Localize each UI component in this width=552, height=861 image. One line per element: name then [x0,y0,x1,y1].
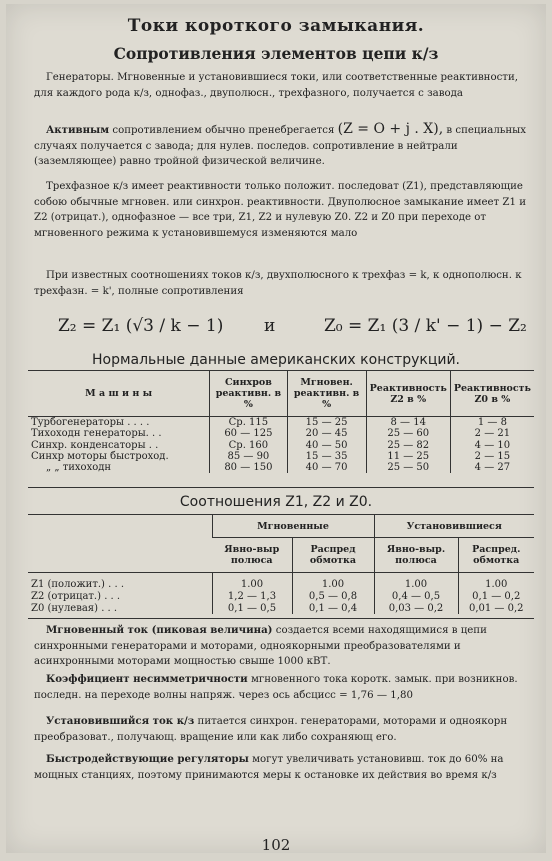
table-cell: Ср. 160 [210,440,287,451]
paragraph-text: питается синхрон. генераторами, моторами и одноякорн преобразоват., получающ. вращение или как либо сохраняющ его. [34,716,508,743]
paragraph-active-resistance [34,122,530,170]
paragraph-three-phase: Трехфазное к/з имеет реактивности только положит. последоват (Z1), представляющие собою обычные мгновен. или синхрон. реактивности. Двуполюсное замыкание имеет Z1 и Z2 (отрицат.), однофазное — все три, Z1, Z2 и нулевую Z0. Z2 и Z0 при переходе от мгновенного режима к установившемуся изменяются мало [34,181,526,239]
paragraph-text: сопротивлением обычно пренебрегается [112,125,335,136]
table-cell: 20 — 45 [287,428,366,439]
page-title: Токи короткого замыкания. [127,16,425,36]
equation-and: и [264,316,276,336]
table-cell: 0,1 — 0,2 [458,591,534,603]
table1-header: Синхров реактивн. в % [210,371,287,417]
table-z-ratios [28,515,534,614]
table-cell: 15 — 25 [287,417,366,429]
table-cell: 25 — 50 [366,462,450,473]
table-cell: Z2 (отрицат.) . . . [31,590,121,602]
table2-group-instant: Мгновенные [212,515,374,538]
table-cell: Z1 (положит.) . . . [31,579,124,590]
table2-subheader: Распред обмотка [292,538,374,573]
table-cell: 1.00 [458,573,534,591]
paragraph-generators: Генераторы. Мгновенные и установившиеся токи, или соответственные реактивности, для каждого рода к/з, однофаз., двуполюсн., трехфазного, получается с завода [34,72,518,99]
table-cell: Турбогенераторы . . . . [31,417,150,428]
table-cell: 0,1 — 0,4 [292,603,374,615]
table-cell: 60 — 125 [210,428,287,439]
page-number: 102 [261,836,291,853]
table-cell: 25 — 60 [366,428,450,439]
table-cell: Z0 (нулевая) . . . [31,602,118,614]
table-cell: 0,01 — 0,2 [458,603,534,615]
table-cell: 40 — 50 [287,440,366,451]
paragraph-text: могут увеличивать установивш. ток до 60% на мощных станциях, поэтому принимаются меры к остановке их действия во время к/з [34,754,504,781]
table2-title: Соотношения Z1, Z2 и Z0. [179,494,373,510]
table-row [28,451,534,462]
table-cell: 1 — 8 [450,417,534,429]
table1-header: Мгновен. реактивн. в % [287,371,366,417]
table-cell: 1.00 [374,573,458,591]
table1-bottom-rule [28,487,534,488]
equation-z0: Z₀ = Z₁ (3 / k' − 1) − Z₂ [324,316,527,336]
paragraph-bold-lead: Мгновенный ток (пиковая величина) [46,624,273,636]
paragraph-regulators [34,752,530,783]
table-cell: 8 — 14 [366,417,450,429]
table-cell: „ „ тихоходн [46,462,112,474]
table-cell: 25 — 82 [366,440,450,451]
table-cell: 0,1 — 0,5 [212,603,292,615]
paragraph-bold-lead: Коэффициент несимметричности [46,673,248,685]
table2-subheader: Распред. обмотка [458,538,534,573]
paragraph-text: мгновенного тока коротк. замык. при возникнов. последн. на переходе волны напряж. через ось абсцисс = 1,76 — 1,80 [34,674,518,701]
table-row [28,428,534,439]
table-cell: 0,5 — 0,8 [292,591,374,603]
table-cell: Синхр. конденсаторы . . [31,439,159,451]
equation-z2: Z₂ = Z₁ (√3 / k − 1) [58,316,224,336]
table-cell: 80 — 150 [210,462,287,473]
table-row [28,603,534,615]
formula-inline: (Z = O + j . X), [337,121,444,137]
table-cell: Ср. 115 [210,417,287,429]
table2-subheader: Явно-выр. полюса [374,538,458,573]
table-cell: 85 — 90 [210,451,287,462]
table-row [28,417,534,429]
paragraph-bold-lead: Установившийся ток к/з [46,715,195,727]
table-cell: 40 — 70 [287,462,366,473]
table-cell: 1.00 [292,573,374,591]
document-page [6,4,546,853]
table-cell: 4 — 27 [450,462,534,473]
paragraph-bold-lead: Активным [46,124,110,136]
table-cell: 0,4 — 0,5 [374,591,458,603]
paragraph-bold-lead: Быстродействующие регуляторы [46,753,249,765]
paragraph-known-ratios: При известных соотношениях токов к/з, двухполюсного к трехфаз = k, к однополюсн. к трехфазн. = k', полные сопротивления [34,270,522,297]
table2-group-steady: Установившиеся [374,515,534,538]
table1-header: М а ш и н ы [28,371,210,417]
table-american-data [28,371,534,473]
table1-header: Реактивность Z0 в % [450,371,534,417]
table2-subheader: Явно-выр полюса [212,538,292,573]
paragraph-asymmetry [34,672,530,703]
table-cell: Синхр моторы быстроход. [31,450,169,462]
table-cell: 11 — 25 [366,451,450,462]
section-title: Сопротивления элементов цепи к/з [113,44,439,63]
table-cell: Тихоходн генераторы. . . [31,428,162,440]
table-cell: 1.00 [212,573,292,591]
table-row [28,462,534,473]
table2-corner [28,515,212,573]
table1-header: Реактивность Z2 в % [366,371,450,417]
table-cell: 0,03 — 0,2 [374,603,458,615]
table-cell: 2 — 15 [450,451,534,462]
table-row [28,440,534,451]
table-cell: 4 — 10 [450,440,534,451]
paragraph-steady-current [34,714,530,745]
table-cell: 15 — 35 [287,451,366,462]
paragraph-instant-current [34,623,530,670]
table1-title: Нормальные данные американских конструкций. [91,352,461,368]
table2-bottom-rule [28,618,534,619]
paragraph-text: в специальных случаях получается с завода; для нулев. последов. сопротивление в нейтрали (заземляющее) равно тройной физической величине. [34,125,526,167]
table-cell: 1,2 — 1,3 [212,591,292,603]
table-row [28,591,534,603]
table-cell: 2 — 21 [450,428,534,439]
table-row [28,573,534,591]
paragraph-text: создается всеми находящимися в цепи синхронными генераторами и моторами, одноякорными преобразователями и асинхронными моторами мощностью свыше 1000 кВТ. [34,625,487,667]
